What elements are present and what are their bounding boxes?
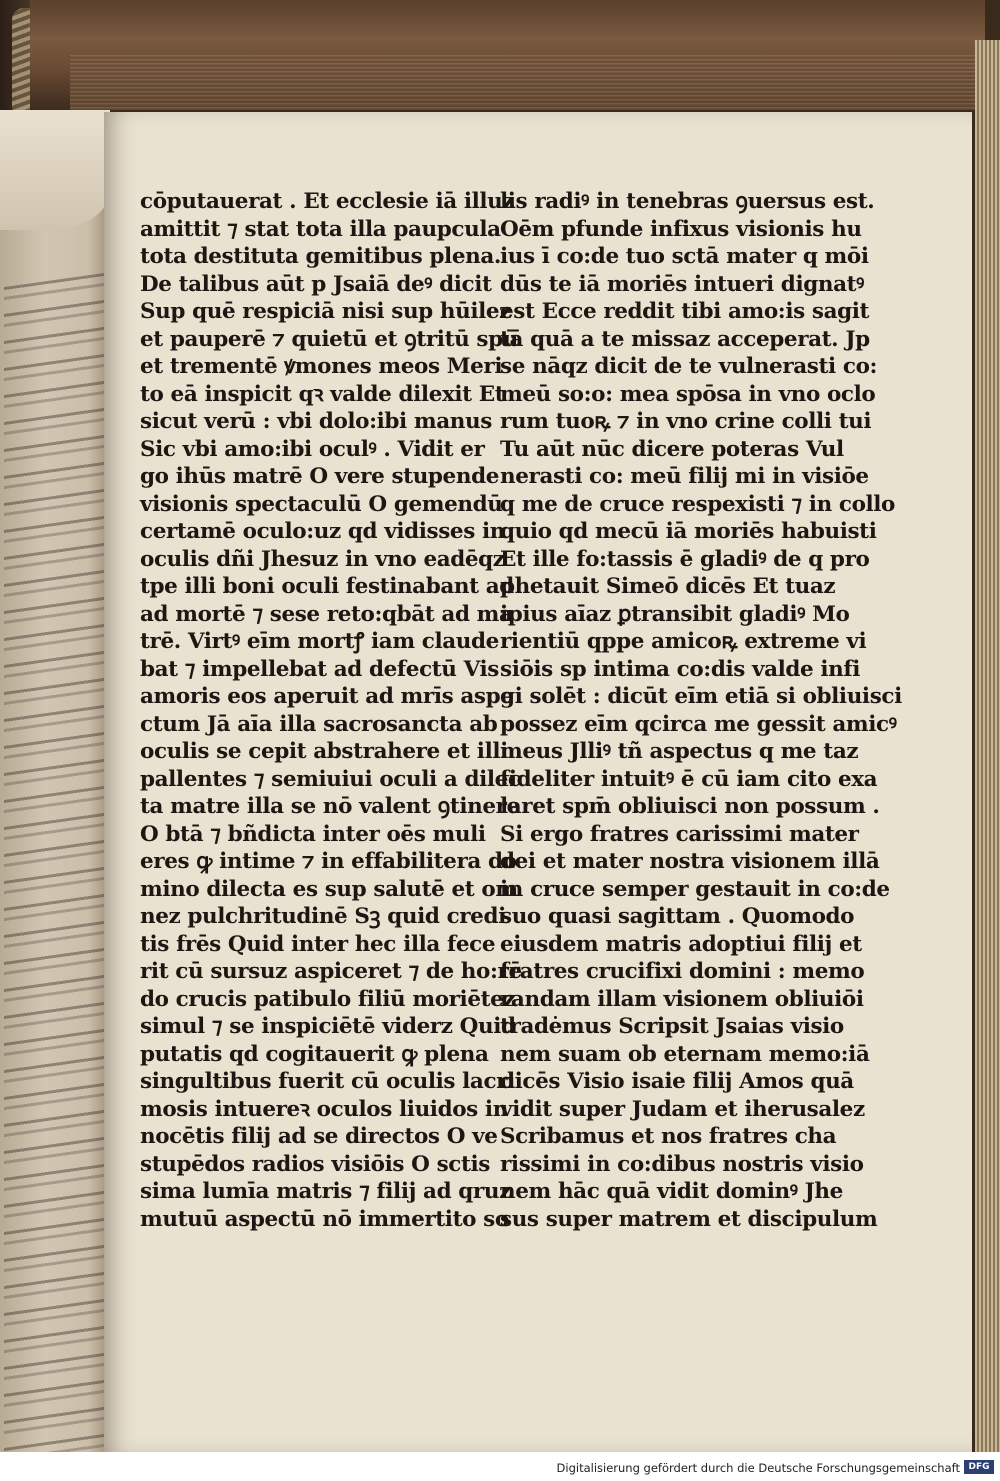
text-line: eres ꝙ intime ⁊ in effabilitera do (140, 849, 517, 874)
text-line: rum tuoꝶ ⁊ in vno crine colli tui (500, 409, 872, 434)
text-column-left (140, 188, 522, 1233)
text-line: gi solēt : dicūt eīm etiā si obliuisci (500, 684, 902, 709)
text-line: fideliter intuitꝰ ē cū iam cito exa (500, 766, 878, 792)
text-line: bat ⁊ impellebat ad defectū Vis (140, 656, 499, 682)
text-line: De talibus aūt p Jsaiā deꝰ dicit (140, 271, 492, 297)
book-fore-edge (975, 40, 1000, 1481)
text-line: et trementē ꝟmones meos Meri (140, 354, 503, 379)
text-line: to eā inspicit qꝛ valde dilexit Et (140, 381, 505, 407)
text-line: simul ⁊ se inspiciētē viderz Quid (140, 1014, 516, 1039)
book-top-edge (30, 0, 985, 112)
text-line: Sic vbi amo:ibi oculꝰ . Vidit er (140, 436, 485, 462)
text-line: tota destituta gemitibus plena. (140, 244, 501, 269)
text-line: do crucis patibulo filiū moriētez (140, 986, 516, 1012)
text-line: nem hāc quā vidit dominꝰ Jhe (500, 1179, 843, 1204)
text-line: oculis se cepit abstrahere et illi (140, 739, 508, 764)
text-line: mino dilecta es sup salutē et om (140, 876, 518, 902)
text-line: tradėmus Scripsit Jsaias visio (500, 1014, 844, 1039)
text-line: amittit ⁊ stat tota illa paupcula (140, 216, 501, 242)
text-line: nerasti co: meū filij mi in visiōe (500, 464, 869, 489)
text-line: rissimi in co:dibus nostris visio (500, 1151, 864, 1177)
text-line: rientiū qppe amicoꝶ extreme vi (500, 629, 867, 654)
text-line: sus super matrem et discipulum (500, 1206, 878, 1232)
text-line: ius ī co:de tuo sctā mater q mōi (500, 244, 869, 269)
page-curl (0, 110, 110, 230)
text-line: stupēdos radios visiōis O sctis (140, 1151, 490, 1177)
text-line: ctum Jā aīa illa sacrosancta ab (140, 711, 498, 737)
text-line: mutuū aspectū nō immertito so (140, 1206, 509, 1232)
text-line: dūs te iā moriēs intueri dignatꝰ (500, 271, 864, 297)
text-line: fratres crucifixi domini : memo (500, 959, 865, 984)
footer-bar (0, 1452, 1000, 1481)
text-line: tā quā a te missaz acceperat. Jp (500, 326, 870, 352)
text-line: O btā ⁊ bñdicta inter oēs muli (140, 821, 486, 847)
text-line: certamē oculo:uz qd vidisses in (140, 519, 505, 544)
text-line: dicēs Visio isaie filij Amos quā (500, 1069, 854, 1094)
text-line: trē. Virtꝰ eīm mortꝭ iam claude (140, 629, 499, 654)
text-line: ad mortē ⁊ sese reto:qbāt ad ma (140, 601, 513, 627)
page-edges (70, 55, 985, 110)
text-line: ipius aīaz ꝑtransibit gladiꝰ Mo (500, 601, 850, 627)
text-line: sicut verū : vbi dolo:ibi manus (140, 409, 492, 434)
text-line: nez pulchritudinē Sꝫ quid credi (140, 904, 506, 929)
text-line: phetauit Simeō dicēs Et tuaz (500, 574, 836, 599)
text-line: putatis qd cogitauerit ꝙ plena (140, 1041, 489, 1067)
text-line: suo quasi sagittam . Quomodo (500, 904, 855, 929)
text-line: meus Jlliꝰ tñ aspectus q me taz (500, 739, 859, 764)
text-line: nem suam ob eternam memo:iā (500, 1041, 870, 1067)
text-line: tis frēs Quid inter hec illa fece (140, 931, 496, 957)
text-line: q me de cruce respexisti ⁊ in collo (500, 491, 895, 517)
text-line: in cruce semper gestauit in co:de (500, 876, 890, 902)
text-line: siōis sp intima co:dis valde infi (500, 656, 861, 682)
text-line: mosis intuereꝛ oculos liuidos in (140, 1096, 508, 1122)
text-line: eiusdem matris adoptiui filij et (500, 931, 862, 957)
text-line: singultibus fuerit cū oculis lacri (140, 1069, 515, 1094)
text-line: sima lumīa matris ⁊ filij ad qruz (140, 1179, 511, 1204)
text-line: Et ille fo:tassis ē gladiꝰ de q pro (500, 546, 870, 572)
text-line: amoris eos aperuit ad mrīs aspe (140, 684, 514, 709)
text-line: Sup quē respiciā nisi sup hūilez (140, 299, 511, 324)
text-line: tpe illi boni oculi festinabant ad (140, 574, 514, 599)
text-line: rit cū sursuz aspiceret ⁊ de ho:rē (140, 959, 522, 984)
text-line: pallentes ⁊ semiuiui oculi a dilec (140, 766, 521, 792)
funding-credit: Digitalisierung gefördert durch die Deutsche Forschungsgemeinschaft (556, 1461, 960, 1475)
text-line: go ihūs matrē O vere stupende (140, 464, 499, 489)
text-line: possez eīm qcirca me gessit amicꝰ (500, 711, 897, 737)
facing-page (0, 110, 110, 1481)
text-line: randam illam visionem obliuiōi (500, 986, 864, 1012)
text-line: dei et mater nostra visionem illā (500, 849, 880, 874)
text-line: se nāqz dicit de te vulnerasti co: (500, 354, 878, 379)
text-line: oculis dñi Jhesuz in vno eadēqz (140, 546, 505, 572)
text-line: quio qd mecū iā moriēs habuisti (500, 519, 877, 544)
text-line: laret spm̄ obliuisci non possum . (500, 794, 880, 819)
text-line: nocētis filij ad se directos O ve (140, 1124, 498, 1149)
text-line: Tu aūt nūc dicere poteras Vul (500, 436, 844, 462)
text-column-right (500, 188, 902, 1233)
text-line: visionis spectaculū O gemendū (140, 491, 503, 517)
text-line: et pauperē ⁊ quietū et ꝯtritū spū (140, 326, 518, 352)
text-line: Oēm pfunde infixus visionis hu (500, 216, 862, 242)
text-line: est Ecce reddit tibi amo:is sagit (500, 299, 870, 324)
dfg-logo: DFG (964, 1460, 994, 1474)
text-line: cōputauerat . Et ecclesie iā illuz (140, 189, 515, 214)
text-line: vidit super Judam et iherusalez (500, 1096, 865, 1122)
facing-page-text (4, 273, 104, 1467)
text-line: meū so:o: mea spōsa in vno oclo (500, 381, 876, 407)
text-line: lis radiꝰ in tenebras ꝯuersus est. (500, 189, 875, 214)
text-line: ta matre illa se nō valent ꝯtinere (140, 794, 520, 819)
text-line: Si ergo fratres carissimi mater (500, 821, 859, 847)
text-line: Scribamus et nos fratres cha (500, 1124, 837, 1149)
